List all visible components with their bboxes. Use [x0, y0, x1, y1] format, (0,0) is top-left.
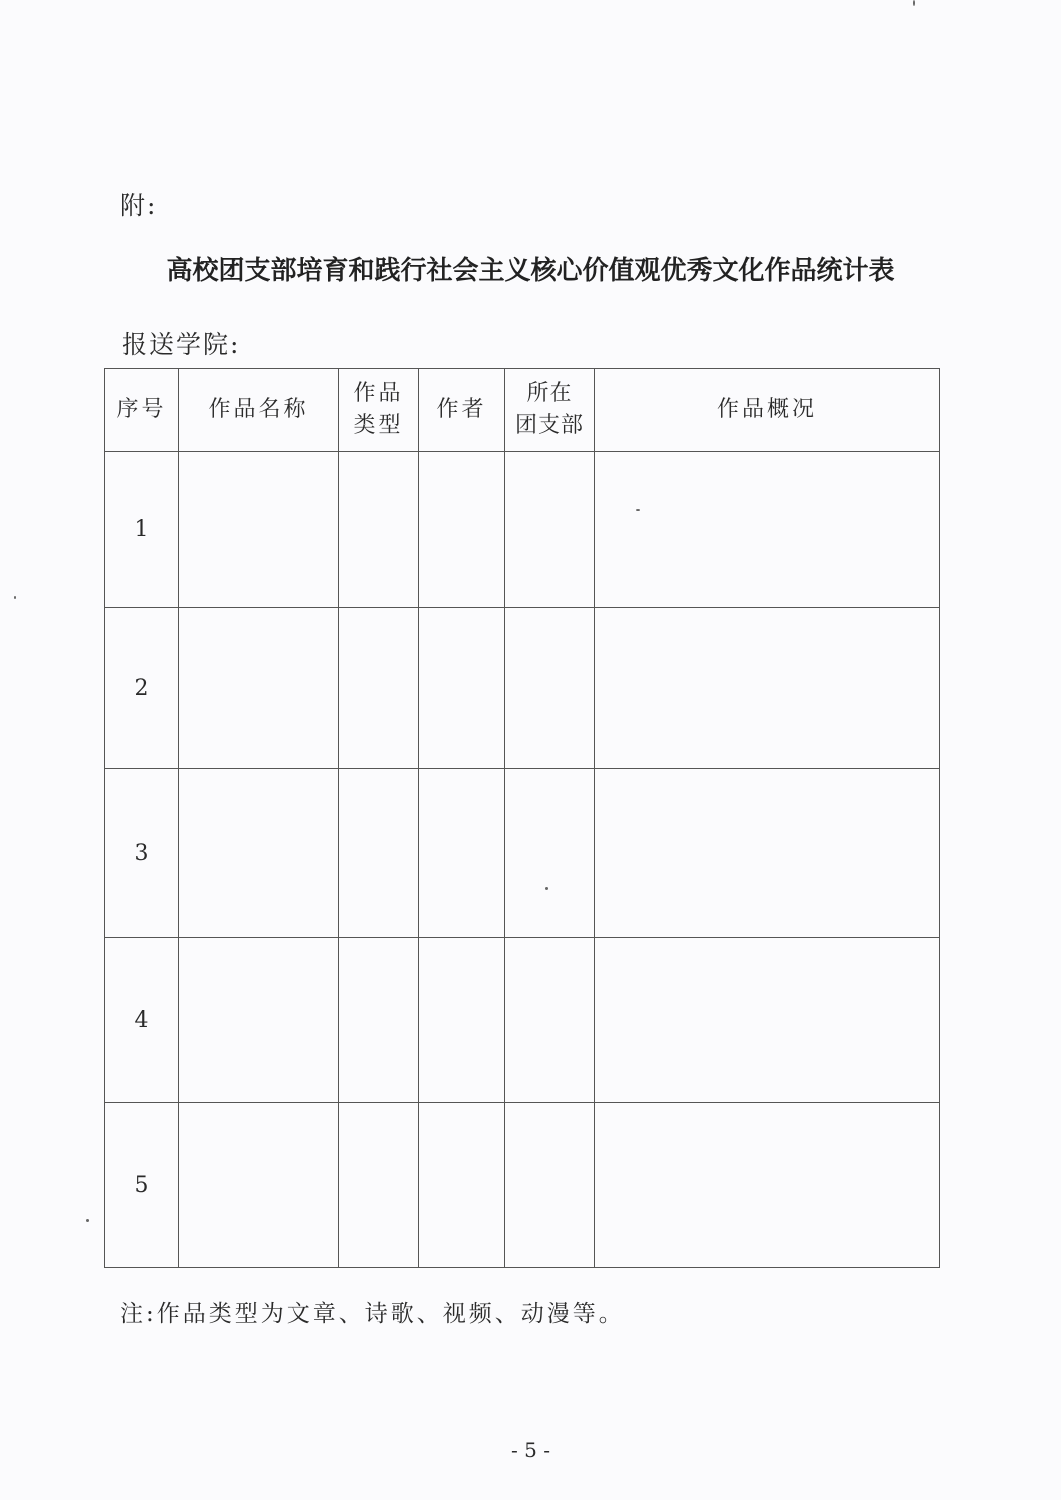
author-cell[interactable] — [419, 769, 505, 938]
work-name-cell[interactable] — [179, 608, 339, 769]
branch-line1: 所在 — [526, 381, 573, 406]
scan-speck — [545, 887, 548, 890]
row-seq: 1 — [105, 452, 179, 608]
scan-speck — [86, 1219, 89, 1222]
column-header-work-type — [339, 369, 419, 452]
work-type-cell[interactable] — [339, 1103, 419, 1268]
branch-cell[interactable] — [505, 769, 595, 938]
table-row — [105, 452, 940, 608]
work-type-cell[interactable] — [339, 938, 419, 1103]
column-header-summary: 作品概况 — [595, 369, 940, 452]
work-type-cell[interactable] — [339, 769, 419, 938]
table-row — [105, 769, 940, 938]
table-row — [105, 938, 940, 1103]
column-header-seq: 序号 — [105, 369, 179, 452]
work-name-cell[interactable] — [179, 452, 339, 608]
summary-cell[interactable] — [595, 938, 940, 1103]
row-seq: 3 — [105, 769, 179, 938]
row-seq: 5 — [105, 1103, 179, 1268]
column-header-branch — [505, 369, 595, 452]
summary-cell[interactable] — [595, 769, 940, 938]
author-cell[interactable] — [419, 452, 505, 608]
table-header-row — [105, 369, 940, 452]
summary-cell[interactable] — [595, 608, 940, 769]
scan-speck — [14, 596, 16, 599]
table-row — [105, 608, 940, 769]
work-type-cell[interactable] — [339, 452, 419, 608]
attachment-label: 附: — [120, 191, 158, 220]
scan-speck — [636, 509, 640, 511]
work-type-cell[interactable] — [339, 608, 419, 769]
document-title: 高校团支部培育和践行社会主义核心价值观优秀文化作品统计表 — [166, 256, 895, 286]
branch-cell[interactable] — [505, 1103, 595, 1268]
table-row — [105, 1103, 940, 1268]
column-header-author: 作者 — [419, 369, 505, 452]
column-header-work-name: 作品名称 — [179, 369, 339, 452]
branch-cell[interactable] — [505, 452, 595, 608]
work-name-cell[interactable] — [179, 1103, 339, 1268]
author-cell[interactable] — [419, 608, 505, 769]
row-seq: 2 — [105, 608, 179, 769]
page-number: - 5 - — [511, 1438, 550, 1462]
work-type-line1: 作品 — [353, 381, 404, 406]
author-cell[interactable] — [419, 938, 505, 1103]
scan-speck — [913, 0, 915, 6]
table-note: 注:作品类型为文章、诗歌、视频、动漫等。 — [120, 1301, 625, 1327]
branch-cell[interactable] — [505, 938, 595, 1103]
work-name-cell[interactable] — [179, 938, 339, 1103]
summary-cell[interactable] — [595, 1103, 940, 1268]
statistics-table — [104, 368, 940, 1268]
branch-cell[interactable] — [505, 608, 595, 769]
branch-line2: 团支部 — [514, 413, 584, 438]
work-type-line2: 类型 — [353, 413, 404, 438]
row-seq: 4 — [105, 938, 179, 1103]
work-name-cell[interactable] — [179, 769, 339, 938]
summary-cell[interactable] — [595, 452, 940, 608]
author-cell[interactable] — [419, 1103, 505, 1268]
college-label: 报送学院: — [122, 330, 241, 359]
